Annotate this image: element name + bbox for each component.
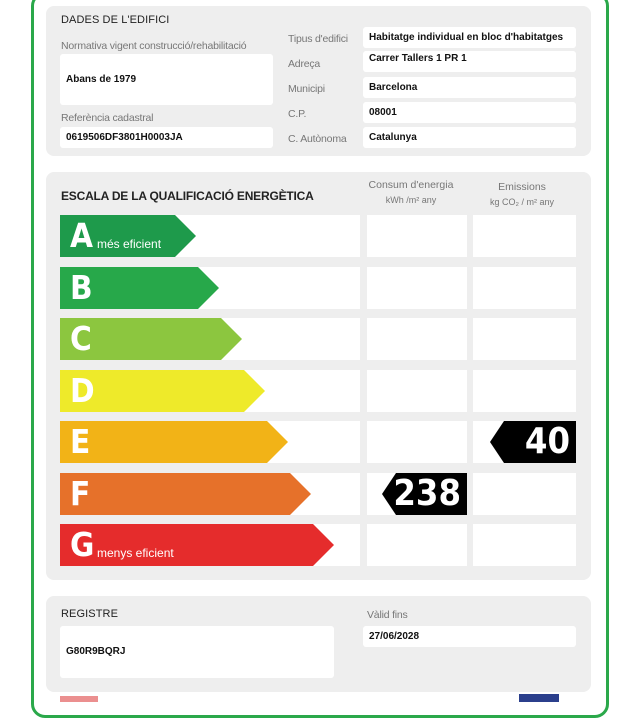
referencia-label: Referència cadastral xyxy=(61,112,154,124)
band-arrow-a xyxy=(60,215,196,257)
referencia-value: 0619506DF3801H0003JA xyxy=(60,127,273,148)
normativa-value: Abans de 1979 xyxy=(60,54,273,105)
adreca-value: Carrer Tallers 1 PR 1 xyxy=(363,51,576,72)
municipi-label: Municipi xyxy=(288,83,325,95)
emissions-header-unit: kg CO₂ / m² any xyxy=(489,197,554,207)
cp-value: 08001 xyxy=(363,102,576,123)
band-letter: F xyxy=(70,474,91,513)
band-arrow-b xyxy=(60,267,219,309)
consum-cell xyxy=(367,215,467,257)
badge-value: 238 xyxy=(393,473,461,514)
registre-label: REGISTRE xyxy=(61,608,119,620)
emissions-cell xyxy=(473,473,576,515)
emissions-cell xyxy=(473,318,576,360)
band-arrow-f xyxy=(60,473,311,515)
band-arrow-c xyxy=(60,318,242,360)
emissions-header-title: Emissions xyxy=(498,181,546,193)
band-letter: B xyxy=(70,268,93,307)
consum-cell xyxy=(367,318,467,360)
emissions-cell xyxy=(473,215,576,257)
registre-value: G80R9BQRJ xyxy=(60,626,334,678)
cp-label: C.P. xyxy=(288,108,307,120)
emissions-cell xyxy=(473,370,576,412)
footer-logo-right xyxy=(519,694,559,702)
band-sublabel: més eficient xyxy=(97,237,162,251)
consum-cell xyxy=(367,524,467,566)
band-arrow-shape xyxy=(60,421,288,463)
ca-label: C. Autònoma xyxy=(288,133,347,145)
building-data-panel xyxy=(46,6,591,156)
consum-header xyxy=(361,178,461,208)
emissions-cell xyxy=(473,267,576,309)
band-sublabel: menys eficient xyxy=(97,546,174,560)
consum-cell xyxy=(367,421,467,463)
scale-title: ESCALA DE LA QUALIFICACIÓ ENERGÈTICA xyxy=(61,189,314,203)
band-letter: D xyxy=(70,371,95,410)
badge-value: 40 xyxy=(524,421,570,462)
consum-header-unit: kWh /m² any xyxy=(385,195,437,205)
band-letter: E xyxy=(70,422,91,461)
band-letter: C xyxy=(70,319,92,358)
valid-value: 27/06/2028 xyxy=(363,626,576,647)
consum-header-title: Consum d'energia xyxy=(368,179,454,191)
band-arrow-e xyxy=(60,421,288,463)
consum-cell xyxy=(367,267,467,309)
ca-value: Catalunya xyxy=(363,127,576,148)
emissions-header xyxy=(472,180,572,210)
band-letter: A xyxy=(70,216,93,255)
band-arrow-g xyxy=(60,524,334,566)
consum-badge xyxy=(382,473,467,515)
municipi-value: Barcelona xyxy=(363,77,576,98)
band-letter: G xyxy=(70,525,95,564)
footer-logo-left xyxy=(60,696,98,702)
emissions-cell xyxy=(473,524,576,566)
band-arrow-shape xyxy=(60,473,311,515)
normativa-label: Normativa vigent construcció/rehabilitació xyxy=(61,40,247,52)
adreca-label: Adreça xyxy=(288,58,321,70)
tipus-value: Habitatge individual en bloc d'habitatges xyxy=(363,27,576,48)
building-section-title: DADES DE L'EDIFICI xyxy=(61,14,170,26)
registre-panel xyxy=(46,596,591,692)
band-arrow-d xyxy=(60,370,265,412)
tipus-label: Tipus d'edifici xyxy=(288,33,348,45)
valid-label: Vàlid fins xyxy=(367,609,408,621)
consum-cell xyxy=(367,370,467,412)
emissions-badge xyxy=(490,421,576,463)
